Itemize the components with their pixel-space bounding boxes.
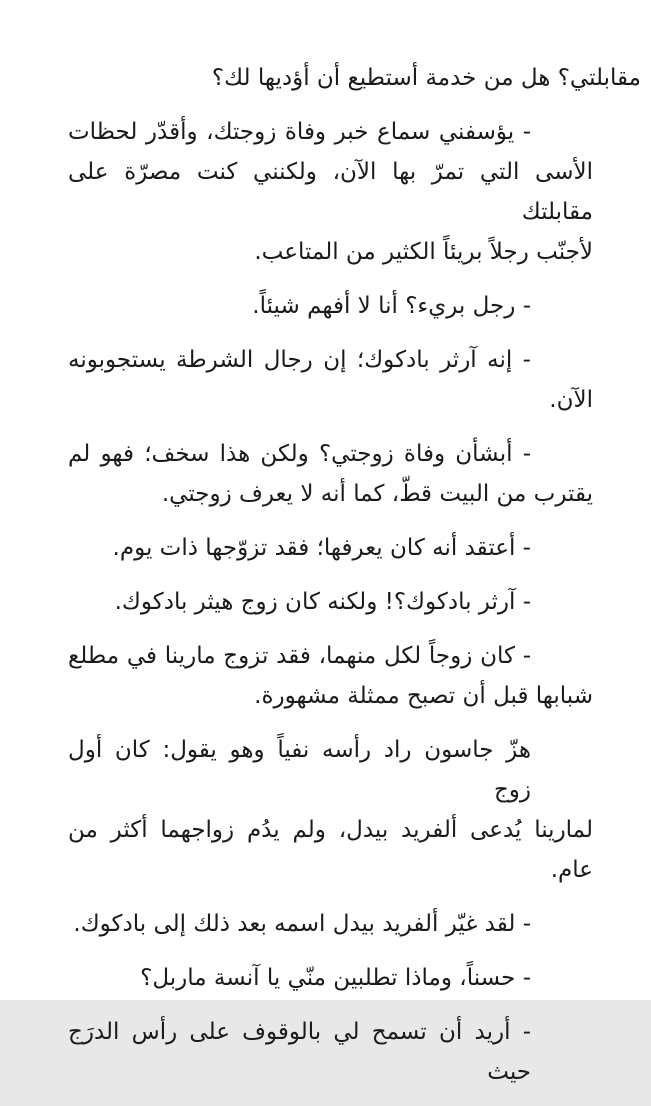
text-line: الأسى التي تمرّ بها الآن، ولكنني كنت مصرّة على مقابلتك — [68, 159, 593, 225]
text-block — [68, 58, 641, 1106]
text-line: - أعتقد أنه كان يعرفها؛ فقد تزوّجها ذات يوم. — [112, 535, 531, 561]
paragraph-dialogue — [68, 958, 593, 998]
text-line: لمارينا يُدعى ألفريد بيدل، ولم يدُم زواجهما أكثر من — [68, 817, 593, 843]
paragraph-dialogue — [68, 904, 593, 944]
paragraph-dialogue — [68, 1012, 593, 1092]
text-line: هزّ جاسون راد رأسه نفياً وهو يقول: كان أول زوج — [68, 737, 531, 803]
paragraph-continuation-of-previous-page — [68, 58, 641, 98]
paragraph-dialogue — [68, 434, 593, 514]
text-line: - رجل بريء؟ أنا لا أفهم شيئاً. — [252, 293, 531, 319]
paragraph-dialogue — [68, 528, 593, 568]
paragraph-dialogue — [68, 636, 593, 716]
text-line: مقابلتي؟ هل من خدمة أستطيع أن أؤديها لك؟ — [211, 65, 641, 91]
paragraph-dialogue — [68, 286, 593, 326]
text-line: - أبشأن وفاة زوجتي؟ ولكن هذا سخف؛ فهو لم — [68, 441, 531, 467]
text-line: - إنه آرثر بادكوك؛ إن رجال الشرطة يستجوبونه — [68, 347, 531, 373]
text-line: عام. — [550, 857, 593, 883]
text-line: - حسناً، وماذا تطلبين منّي يا آنسة ماربل؟ — [140, 965, 531, 991]
text-line: - يؤسفني سماع خبر وفاة زوجتك، وأقدّر لحظات — [68, 119, 531, 145]
text-line: - آرثر بادكوك؟! ولكنه كان زوج هيثر بادكوك. — [114, 589, 531, 615]
text-line: شبابها قبل أن تصبح ممثلة مشهورة. — [254, 683, 593, 709]
text-line: - أريد أن تسمح لي بالوقوف على رأس الدرَج حيث — [68, 1019, 531, 1085]
paragraph-dialogue — [68, 582, 593, 622]
text-line: - كان زوجاً لكل منهما، فقد تزوج مارينا في مطلع — [68, 643, 531, 669]
text-line: يقترب من البيت قطّ، كما أنه لا يعرف زوجتي. — [161, 481, 593, 507]
text-line: الآن. — [549, 387, 593, 413]
paragraph-dialogue — [68, 340, 593, 420]
paragraph-dialogue — [68, 112, 593, 272]
text-line: لأجنّب رجلاً بريئاً الكثير من المتاعب. — [254, 239, 593, 265]
paragraph-narration — [68, 730, 593, 890]
text-line: - لقد غيّر ألفريد بيدل اسمه بعد ذلك إلى بادكوك. — [73, 911, 531, 937]
